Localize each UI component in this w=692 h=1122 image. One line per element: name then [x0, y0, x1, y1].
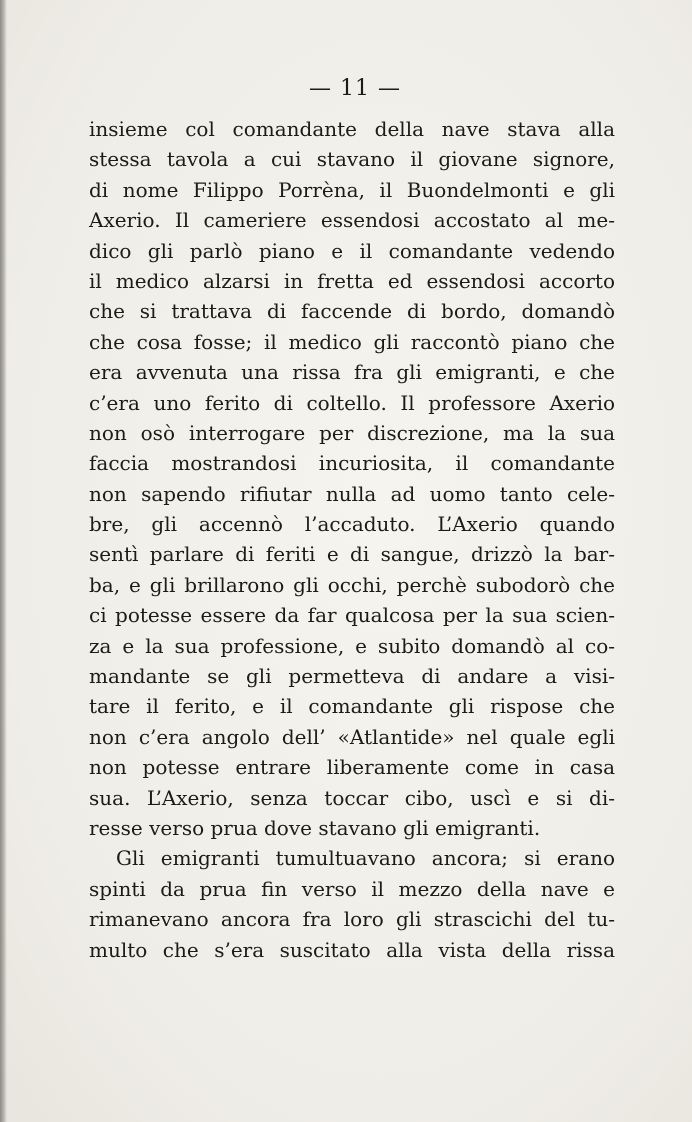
text-line: sentì parlare di feriti e di sangue, drizzò la bar- [89, 542, 615, 567]
text-line: c’era uno ferito di coltello. Il professore Axerio [89, 390, 615, 415]
text-line: stessa tavola a cui stavano il giovane signore, [89, 147, 615, 172]
text-line: che cosa fosse; il medico gli raccontò piano che [89, 329, 615, 354]
text-line: tare il ferito, e il comandante gli rispose che [89, 694, 615, 719]
text-line: ba, e gli brillarono gli occhi, perchè subodorò che [89, 572, 615, 597]
text-line: Gli emigranti tumultuavano ancora; si erano [116, 846, 615, 871]
text-line: resse verso prua dove stavano gli emigranti. [89, 815, 541, 840]
text-line: di nome Filippo Porrèna, il Buondelmonti e gli [89, 177, 615, 202]
text-line: non osò interrogare per discrezione, ma la sua [89, 420, 615, 445]
text-line: za e la sua professione, e subito domandò al co- [89, 633, 615, 658]
page-number: — 11 — [309, 76, 401, 101]
text-line: non sapendo rifiutar nulla ad uomo tanto cele- [89, 481, 615, 506]
text-line: sua. L’Axerio, senza toccar cibo, uscì e si di- [89, 785, 615, 810]
text-line: non potesse entrare liberamente come in casa [89, 755, 615, 780]
text-line: bre, gli accennò l’accaduto. L’Axerio quando [89, 512, 615, 537]
text-line: il medico alzarsi in fretta ed essendosi accorto [89, 268, 615, 293]
text-line: faccia mostrandosi incuriosita, il comandante [89, 451, 615, 476]
binding-edge [0, 0, 7, 1122]
body-text [89, 114, 615, 965]
text-line: insieme col comandante della nave stava alla [89, 117, 615, 141]
text-line: era avvenuta una rissa fra gli emigranti, e che [89, 360, 615, 385]
text-line: che si trattava di faccende di bordo, domandò [89, 299, 615, 324]
text-line: dico gli parlò piano e il comandante vedendo [89, 238, 615, 263]
text-line: mandante se gli permetteva di andare a visi- [89, 664, 615, 689]
text-line: spinti da prua fin verso il mezzo della nave e [89, 876, 615, 901]
text-line: rimanevano ancora fra loro gli strascichi del tu- [89, 907, 615, 932]
text-line: non c’era angolo dell’ «Atlantide» nel quale egli [89, 724, 615, 749]
text-line: Axerio. Il cameriere essendosi accostato al me- [89, 208, 615, 233]
text-line: ci potesse essere da far qualcosa per la sua scien- [89, 603, 615, 628]
text-line: multo che s’era suscitato alla vista della rissa [89, 937, 615, 962]
